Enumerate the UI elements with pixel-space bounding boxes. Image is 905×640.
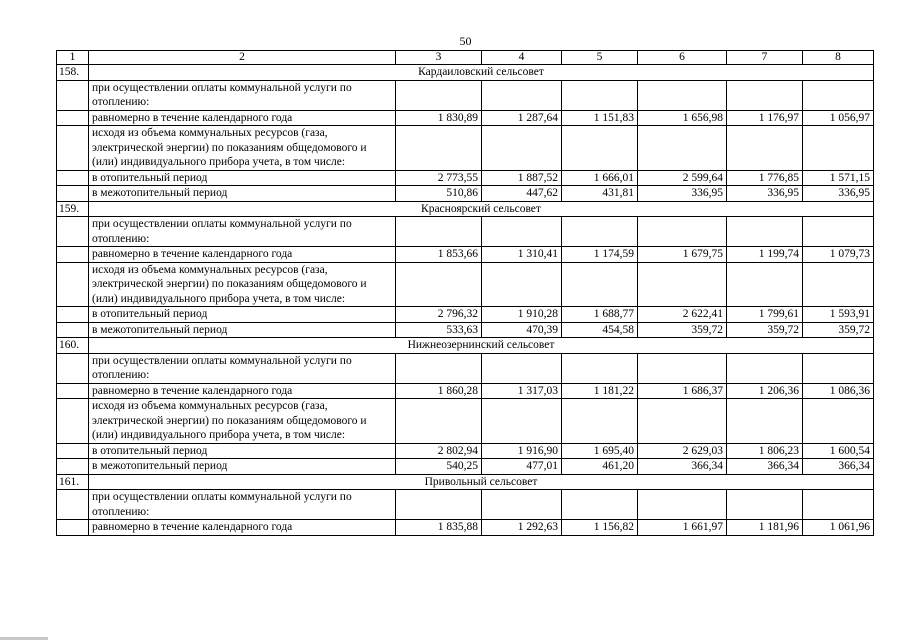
section-index: 161. [57,474,89,490]
table-row [57,80,874,110]
row-index-cell [57,443,89,459]
value-cell: 359,72 [727,322,803,338]
row-label: при осуществлении оплаты коммунальной услуги по отоплению: [89,353,396,383]
value-cell: 2 773,55 [396,170,482,186]
section-header-row [57,474,874,490]
row-label: при осуществлении оплаты коммунальной услуги по отоплению: [89,490,396,520]
value-cell [562,217,638,247]
column-number: 6 [638,51,727,65]
row-label: при осуществлении оплаты коммунальной услуги по отоплению: [89,80,396,110]
value-cell [396,490,482,520]
row-index-cell [57,170,89,186]
table-row [57,307,874,323]
column-number: 1 [57,51,89,65]
value-cell: 1 593,91 [803,307,874,323]
row-index-cell [57,459,89,475]
table-row [57,443,874,459]
value-cell [727,217,803,247]
value-cell [562,399,638,444]
table-row [57,110,874,126]
value-cell: 454,58 [562,322,638,338]
value-cell: 366,34 [803,459,874,475]
value-cell: 1 206,36 [727,383,803,399]
value-cell: 336,95 [638,186,727,202]
table-row [57,186,874,202]
section-title: Привольный сельсовет [89,474,874,490]
value-cell [638,353,727,383]
column-number: 7 [727,51,803,65]
value-cell [396,262,482,307]
row-index-cell [57,80,89,110]
value-cell [638,80,727,110]
row-label: равномерно в течение календарного года [89,520,396,536]
row-label: в межотопительный период [89,322,396,338]
table-row [57,126,874,171]
value-cell [396,399,482,444]
value-cell: 510,86 [396,186,482,202]
value-cell: 1 835,88 [396,520,482,536]
value-cell [562,490,638,520]
row-index-cell [57,126,89,171]
value-cell: 1 695,40 [562,443,638,459]
value-cell: 336,95 [727,186,803,202]
table-body [57,51,874,536]
value-cell: 359,72 [638,322,727,338]
value-cell: 1 679,75 [638,247,727,263]
value-cell [562,353,638,383]
row-index-cell [57,520,89,536]
value-cell [638,262,727,307]
value-cell: 1 287,64 [482,110,562,126]
section-title: Красноярский сельсовет [89,201,874,217]
value-cell [396,80,482,110]
value-cell: 1 310,41 [482,247,562,263]
section-title: Нижнеозернинский сельсовет [89,338,874,354]
value-cell: 1 174,59 [562,247,638,263]
row-label: в межотопительный период [89,459,396,475]
value-cell: 1 571,15 [803,170,874,186]
row-index-cell [57,110,89,126]
value-cell [638,217,727,247]
value-cell [396,217,482,247]
value-cell [482,217,562,247]
value-cell: 366,34 [727,459,803,475]
value-cell [803,399,874,444]
row-index-cell [57,307,89,323]
row-label: при осуществлении оплаты коммунальной услуги по отоплению: [89,217,396,247]
value-cell [638,490,727,520]
value-cell [482,262,562,307]
row-label: равномерно в течение календарного года [89,383,396,399]
value-cell [562,126,638,171]
row-label: в отопительный период [89,307,396,323]
value-cell: 1 916,90 [482,443,562,459]
value-cell: 1 776,85 [727,170,803,186]
tariff-table [56,50,874,536]
value-cell [638,399,727,444]
row-label: в отопительный период [89,170,396,186]
row-index-cell [57,186,89,202]
value-cell: 1 176,97 [727,110,803,126]
section-header-row [57,338,874,354]
value-cell: 447,62 [482,186,562,202]
value-cell: 2 796,32 [396,307,482,323]
table-row [57,490,874,520]
row-label: в межотопительный период [89,186,396,202]
section-header-row [57,65,874,81]
column-number-row [57,51,874,65]
value-cell [727,126,803,171]
value-cell: 366,34 [638,459,727,475]
column-number: 8 [803,51,874,65]
section-title: Кардаиловский сельсовет [89,65,874,81]
value-cell: 1 086,36 [803,383,874,399]
table-row [57,262,874,307]
table-row [57,322,874,338]
value-cell [482,353,562,383]
value-cell [803,217,874,247]
value-cell [638,126,727,171]
value-cell: 1 666,01 [562,170,638,186]
value-cell [482,490,562,520]
value-cell [803,80,874,110]
row-label: исходя из объема коммунальных ресурсов (газа, электрической энергии) по показаниям общедомового и (или) индивидуального прибора учета, в том числе: [89,399,396,444]
table-row [57,217,874,247]
value-cell [482,399,562,444]
value-cell: 431,81 [562,186,638,202]
value-cell: 1 317,03 [482,383,562,399]
value-cell: 1 151,83 [562,110,638,126]
value-cell: 1 887,52 [482,170,562,186]
value-cell [727,490,803,520]
row-index-cell [57,353,89,383]
value-cell: 2 599,64 [638,170,727,186]
value-cell: 1 292,63 [482,520,562,536]
row-index-cell [57,399,89,444]
row-label: в отопительный период [89,443,396,459]
table-row [57,459,874,475]
value-cell: 1 830,89 [396,110,482,126]
value-cell: 1 199,74 [727,247,803,263]
row-index-cell [57,322,89,338]
column-number: 5 [562,51,638,65]
value-cell: 1 806,23 [727,443,803,459]
table-row [57,399,874,444]
value-cell [727,399,803,444]
value-cell: 359,72 [803,322,874,338]
row-label: равномерно в течение календарного года [89,247,396,263]
value-cell: 1 181,22 [562,383,638,399]
row-label: равномерно в течение календарного года [89,110,396,126]
value-cell [727,80,803,110]
row-index-cell [57,247,89,263]
value-cell: 1 853,66 [396,247,482,263]
page-number: 50 [459,34,472,48]
value-cell: 540,25 [396,459,482,475]
table-row [57,170,874,186]
value-cell: 1 600,54 [803,443,874,459]
value-cell: 533,63 [396,322,482,338]
value-cell: 477,01 [482,459,562,475]
row-index-cell [57,217,89,247]
value-cell [803,126,874,171]
value-cell [727,353,803,383]
value-cell [396,353,482,383]
table-row [57,247,874,263]
value-cell: 2 622,41 [638,307,727,323]
value-cell: 470,39 [482,322,562,338]
section-index: 158. [57,65,89,81]
value-cell: 1 656,98 [638,110,727,126]
row-index-cell [57,262,89,307]
value-cell: 461,20 [562,459,638,475]
value-cell: 336,95 [803,186,874,202]
value-cell: 1 079,73 [803,247,874,263]
value-cell [482,80,562,110]
value-cell [562,262,638,307]
value-cell: 2 629,03 [638,443,727,459]
row-label: исходя из объема коммунальных ресурсов (газа, электрической энергии) по показаниям общедомового и (или) индивидуального прибора учета, в том числе: [89,262,396,307]
value-cell [562,80,638,110]
value-cell [803,490,874,520]
value-cell: 1 688,77 [562,307,638,323]
value-cell: 1 860,28 [396,383,482,399]
value-cell: 1 056,97 [803,110,874,126]
value-cell: 1 686,37 [638,383,727,399]
value-cell: 1 181,96 [727,520,803,536]
table-row [57,383,874,399]
column-number: 2 [89,51,396,65]
value-cell: 1 156,82 [562,520,638,536]
column-number: 3 [396,51,482,65]
value-cell [727,262,803,307]
value-cell: 1 799,61 [727,307,803,323]
value-cell [482,126,562,171]
value-cell: 1 910,28 [482,307,562,323]
section-index: 159. [57,201,89,217]
value-cell [803,353,874,383]
column-number: 4 [482,51,562,65]
table-row [57,353,874,383]
row-label: исходя из объема коммунальных ресурсов (газа, электрической энергии) по показаниям общедомового и (или) индивидуального прибора учета, в том числе: [89,126,396,171]
value-cell: 1 061,96 [803,520,874,536]
table-row [57,520,874,536]
value-cell: 2 802,94 [396,443,482,459]
value-cell [396,126,482,171]
value-cell: 1 661,97 [638,520,727,536]
section-index: 160. [57,338,89,354]
value-cell [803,262,874,307]
row-index-cell [57,490,89,520]
section-header-row [57,201,874,217]
row-index-cell [57,383,89,399]
